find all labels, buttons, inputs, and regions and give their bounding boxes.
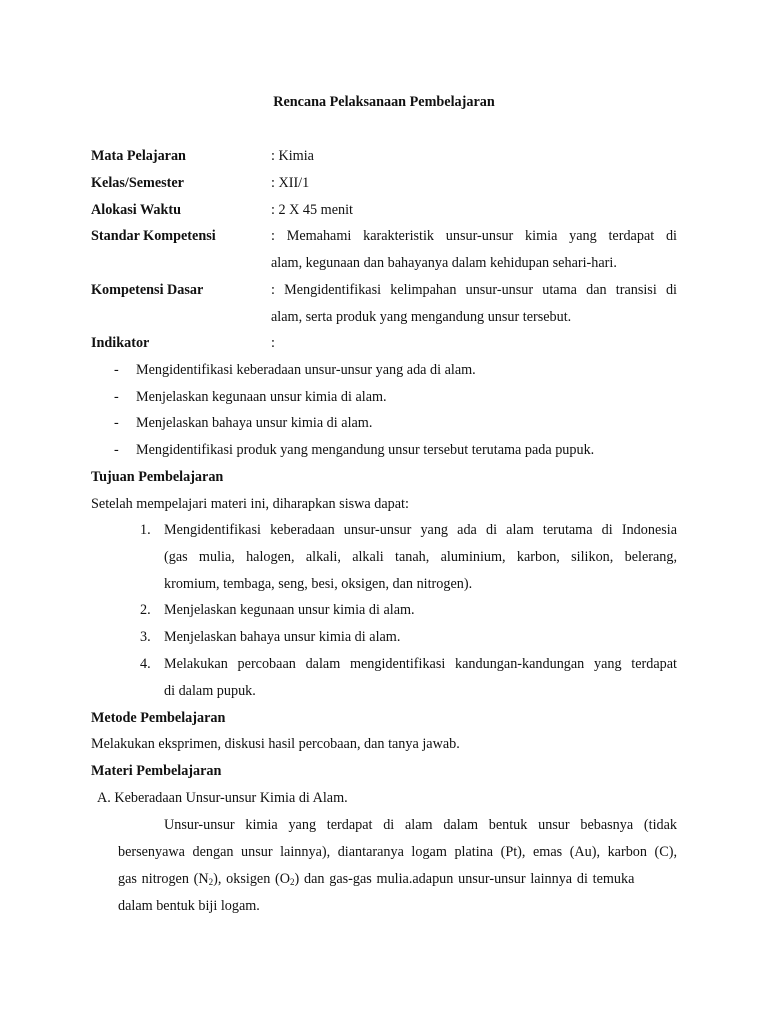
- tujuan-item-3: Menjelaskan bahaya unsur kimia di alam.: [164, 629, 401, 645]
- kelas-semester-label: Kelas/Semester: [91, 175, 184, 191]
- tujuan-heading: Tujuan Pembelajaran: [91, 469, 224, 485]
- materi-paragraph-line1: Unsur-unsur kimia yang terdapat di alam dalam bentuk unsur bebasnya (tidak: [164, 817, 677, 833]
- indikator-item: Mengidentifikasi produk yang mengandung unsur tersebut terutama pada pupuk.: [136, 442, 595, 458]
- tujuan-number: 3.: [140, 629, 151, 645]
- indikator-colon: :: [271, 335, 275, 351]
- materi-paragraph-line3: [118, 872, 634, 886]
- text-segment: gas nitrogen (N: [118, 871, 209, 887]
- kompetensi-dasar-line1: : Mengidentifikasi kelimpahan unsur-unsur utama dan transisi di: [271, 282, 677, 298]
- metode-text: Melakukan eksprimen, diskusi hasil percobaan, dan tanya jawab.: [91, 736, 460, 752]
- alokasi-waktu-value: : 2 X 45 menit: [271, 202, 353, 218]
- tujuan-item-4-line2: di dalam pupuk.: [164, 683, 256, 699]
- kompetensi-dasar-line2: alam, serta produk yang mengandung unsur tersebut.: [271, 309, 572, 325]
- tujuan-item-1-line1: Mengidentifikasi keberadaan unsur-unsur yang ada di alam terutama di Indonesia: [164, 522, 677, 538]
- alokasi-waktu-label: Alokasi Waktu: [91, 202, 182, 218]
- standar-kompetensi-label: Standar Kompetensi: [91, 228, 216, 244]
- tujuan-item-2: Menjelaskan kegunaan unsur kimia di alam.: [164, 602, 415, 618]
- bullet-dash: -: [114, 415, 119, 431]
- tujuan-number: 4.: [140, 656, 151, 672]
- text-segment: ), oksigen (O: [213, 871, 291, 887]
- indikator-item: Mengidentifikasi keberadaan unsur-unsur yang ada di alam.: [136, 362, 476, 378]
- subscript: 2: [208, 877, 214, 887]
- page-title: Rencana Pelaksanaan Pembelajaran: [273, 94, 495, 110]
- metode-heading: Metode Pembelajaran: [91, 710, 226, 726]
- kelas-semester-value: : XII/1: [271, 175, 310, 191]
- materi-paragraph-line4: dalam bentuk biji logam.: [118, 898, 260, 914]
- tujuan-number: 2.: [140, 602, 151, 618]
- bullet-dash: -: [114, 362, 119, 378]
- indikator-item: Menjelaskan kegunaan unsur kimia di alam.: [136, 389, 387, 405]
- materi-subsection-a: A. Keberadaan Unsur-unsur Kimia di Alam.: [97, 790, 348, 806]
- bullet-dash: -: [114, 442, 119, 458]
- tujuan-intro: Setelah mempelajari materi ini, diharapkan siswa dapat:: [91, 496, 409, 512]
- tujuan-item-1-line3: kromium, tembaga, seng, besi, oksigen, dan nitrogen).: [164, 576, 473, 592]
- bullet-dash: -: [114, 389, 119, 405]
- materi-paragraph-line2: bersenyawa dengan unsur lainnya), diantaranya logam platina (Pt), emas (Au), karbon (C),: [118, 844, 677, 860]
- materi-heading: Materi Pembelajaran: [91, 763, 222, 779]
- standar-kompetensi-line2: alam, kegunaan dan bahayanya dalam kehidupan sehari-hari.: [271, 255, 617, 271]
- standar-kompetensi-line1: : Memahami karakteristik unsur-unsur kimia yang terdapat di: [271, 228, 677, 244]
- mata-pelajaran-label: Mata Pelajaran: [91, 148, 186, 164]
- mata-pelajaran-value: : Kimia: [271, 148, 314, 164]
- text-segment: ) dan gas-gas mulia.adapun unsur-unsur lainnya di temuka: [294, 871, 635, 887]
- indikator-label: Indikator: [91, 335, 150, 351]
- tujuan-item-4-line1: Melakukan percobaan dalam mengidentifikasi kandungan-kandungan yang terdapat: [164, 656, 677, 672]
- kompetensi-dasar-label: Kompetensi Dasar: [91, 282, 204, 298]
- tujuan-number: 1.: [140, 522, 151, 538]
- indikator-item: Menjelaskan bahaya unsur kimia di alam.: [136, 415, 373, 431]
- tujuan-item-1-line2: (gas mulia, halogen, alkali, alkali tanah, aluminium, karbon, silikon, belerang,: [164, 549, 677, 565]
- subscript: 2: [290, 877, 295, 887]
